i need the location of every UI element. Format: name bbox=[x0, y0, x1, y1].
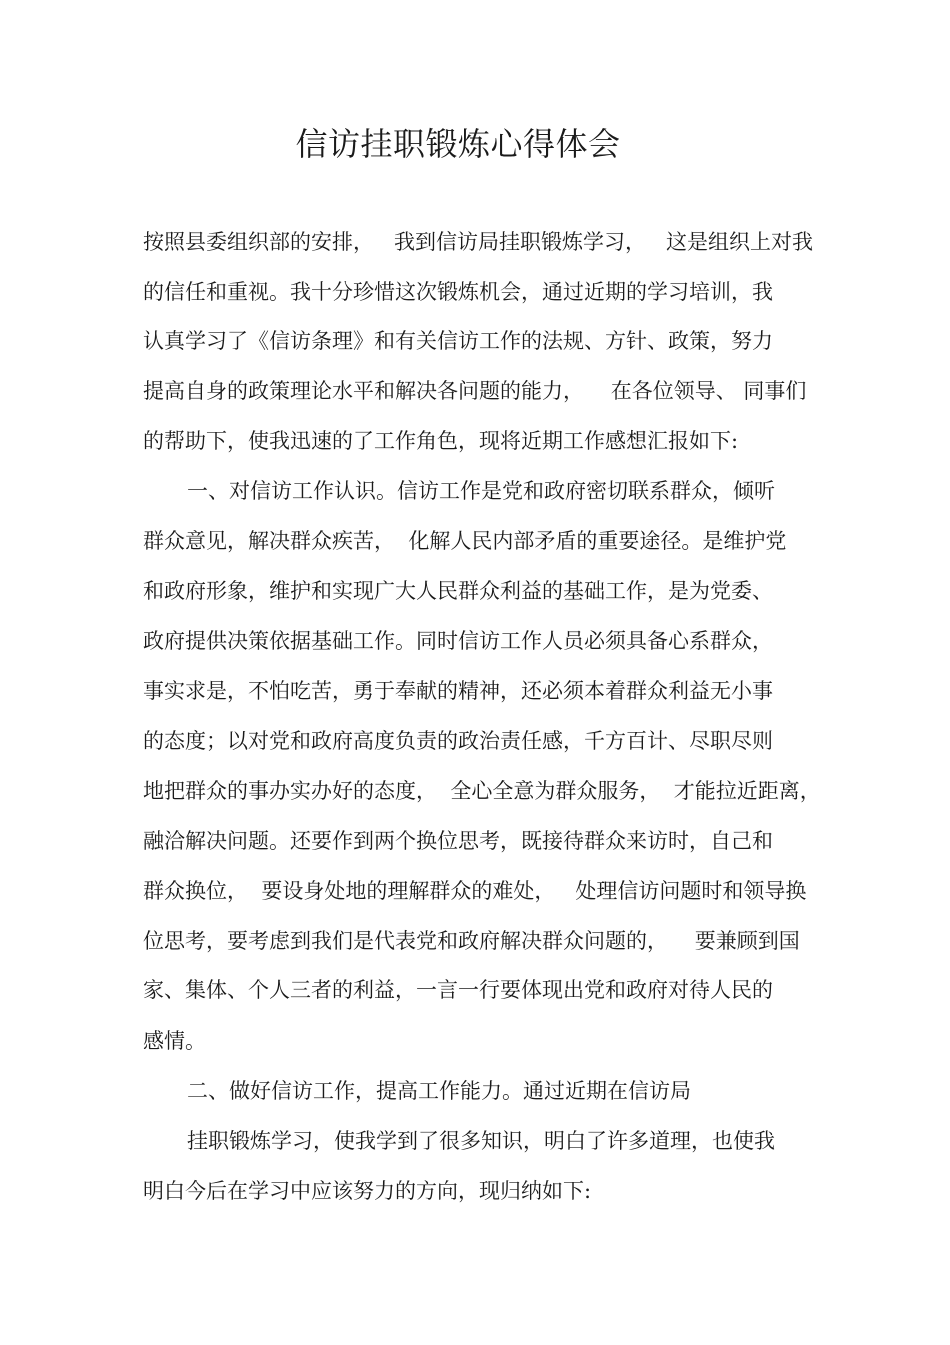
body-line: 的信任和重视。我十分珍惜这次锻炼机会，通过近期的学习培训，我 bbox=[143, 280, 773, 304]
body-line: 群众意见，解决群众疾苦， 化解人民内部矛盾的重要途径。是维护党 bbox=[143, 529, 787, 553]
body-line: 政府提供决策依据基础工作。同时信访工作人员必须具备心系群众， bbox=[143, 629, 773, 653]
body-line: 和政府形象，维护和实现广大人民群众利益的基础工作，是为党委、 bbox=[143, 579, 773, 603]
body-line: 的帮助下，使我迅速的了工作角色，现将近期工作感想汇报如下: bbox=[143, 429, 739, 453]
body-line: 群众换位， 要设身处地的理解群众的难处， 处理信访问题时和领导换 bbox=[143, 879, 807, 903]
body-line: 地把群众的事办实办好的态度， 全心全意为群众服务， 才能拉近距离， bbox=[143, 779, 821, 803]
document-title: 信访挂职锻炼心得体会 bbox=[295, 125, 621, 163]
body-line: 认真学习了《信访条理》和有关信访工作的法规、方针、政策，努力 bbox=[143, 329, 773, 353]
body-line: 明白今后在学习中应该努力的方向，现归纳如下: bbox=[143, 1179, 592, 1203]
body-line: 二、做好信访工作，提高工作能力。通过近期在信访局 bbox=[187, 1079, 691, 1103]
body-line: 挂职锻炼学习，使我学到了很多知识，明白了许多道理，也使我 bbox=[187, 1129, 775, 1153]
body-line: 位思考，要考虑到我们是代表党和政府解决群众问题的， 要兼顾到国 bbox=[143, 929, 800, 953]
body-line: 融洽解决问题。还要作到两个换位思考，既接待群众来访时，自己和 bbox=[143, 829, 773, 853]
body-line: 事实求是，不怕吃苦，勇于奉献的精神，还必须本着群众利益无小事 bbox=[143, 679, 773, 703]
body-line: 一、对信访工作认识。信访工作是党和政府密切联系群众，倾听 bbox=[187, 479, 775, 503]
body-line: 感情。 bbox=[143, 1029, 206, 1053]
body-line: 家、集体、个人三者的利益，一言一行要体现出党和政府对待人民的 bbox=[143, 978, 773, 1002]
body-line: 按照县委组织部的安排， 我到信访局挂职锻炼学习， 这是组织上对我 bbox=[143, 230, 814, 254]
body-line: 的态度；以对党和政府高度负责的政治责任感，千方百计、尽职尽则 bbox=[143, 729, 773, 753]
body-line: 提高自身的政策理论水平和解决各问题的能力， 在各位领导、 同事们 bbox=[143, 379, 807, 403]
